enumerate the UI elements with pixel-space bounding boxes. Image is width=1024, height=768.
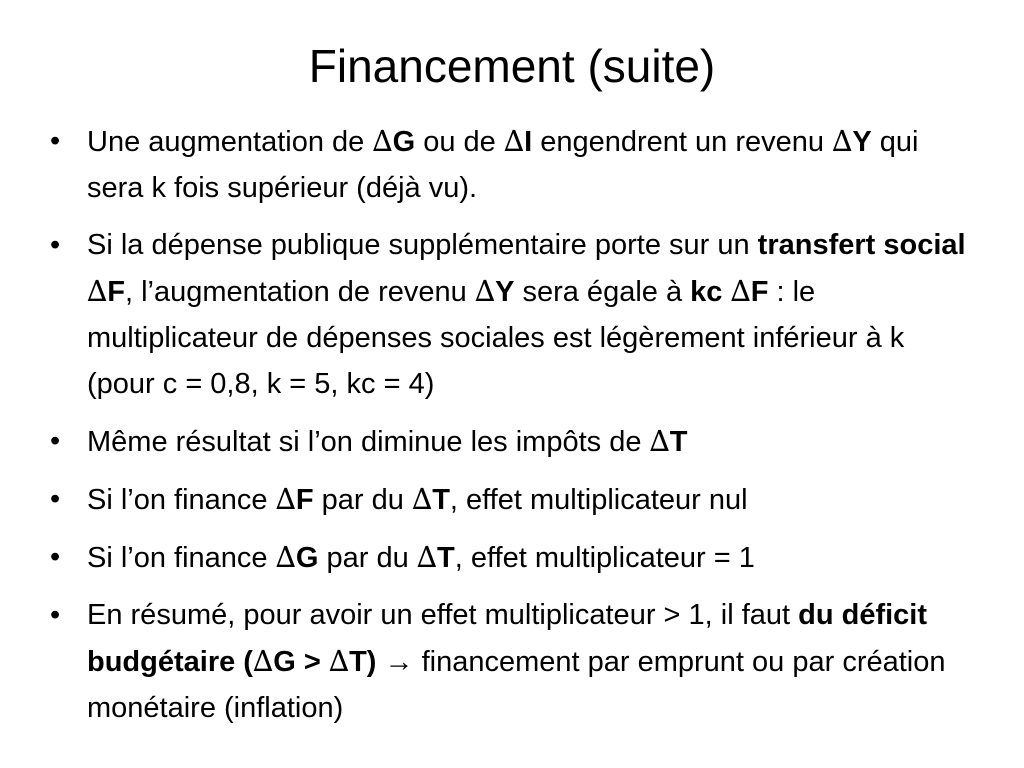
- delta-symbol: ∆: [730, 274, 751, 308]
- bullet-text: Une augmentation de: [87, 126, 373, 158]
- bullet-item: [50, 534, 980, 581]
- bullet-icon: •: [50, 229, 61, 261]
- bullet-text: , l’augmentation de revenu: [124, 276, 475, 308]
- bullet-text: par du: [313, 484, 412, 516]
- delta-symbol: ∆: [275, 482, 296, 516]
- bullet-text: engendrent un revenu: [532, 126, 833, 158]
- bullet-icon: •: [50, 541, 61, 573]
- delta-symbol: ∆: [328, 644, 350, 678]
- bullet-item: [50, 476, 980, 523]
- bullet-item: [50, 418, 980, 465]
- bold-term: G: [295, 542, 319, 574]
- bullet-text: : le multiplicateur de dépenses sociales est légèrement inférieur à k (pour c = 0,8, k = 5, kc = 4): [87, 276, 905, 400]
- delta-symbol: ∆: [503, 124, 525, 158]
- bullet-text: par du: [318, 542, 417, 574]
- bold-term: kc: [690, 276, 731, 308]
- bullet-text: financement par emprunt ou par création monétaire (inflation): [87, 646, 946, 724]
- bold-term: F: [107, 276, 125, 308]
- bold-term: G >: [273, 646, 329, 678]
- bullet-list: [50, 118, 980, 742]
- delta-symbol: ∆: [416, 540, 438, 574]
- bullet-item: [50, 592, 980, 731]
- bullet-item: [50, 222, 980, 407]
- delta-symbol: ∆: [275, 540, 296, 574]
- bullet-text: sera égale à: [514, 276, 691, 308]
- bold-term: G: [392, 126, 416, 158]
- bullet-text: qui sera k fois supérieur (déjà vu).: [87, 126, 919, 204]
- delta-symbol: ∆: [411, 482, 433, 516]
- bullet-item: [50, 118, 980, 211]
- bold-term: I: [524, 126, 533, 158]
- bold-term: T: [669, 426, 688, 458]
- delta-symbol: ∆: [832, 124, 853, 158]
- bullet-text: Si l’on finance: [87, 484, 276, 516]
- delta-symbol: ∆: [372, 124, 393, 158]
- bold-term: transfert social: [757, 229, 966, 261]
- bold-term: T): [349, 646, 377, 678]
- bullet-text: En résumé, pour avoir un effet multiplicateur > 1, il faut: [87, 599, 799, 631]
- bullet-text: , effet multiplicateur nul: [449, 484, 748, 516]
- bullet-text: Même résultat si l’on diminue les impôts de: [87, 426, 650, 458]
- delta-symbol: ∆: [252, 644, 274, 678]
- bold-term: T: [437, 542, 455, 574]
- bullet-icon: •: [50, 483, 61, 515]
- bullet-icon: •: [50, 599, 61, 631]
- bullet-text: , effet multiplicateur = 1: [454, 542, 755, 574]
- arrow-right-icon: →: [384, 646, 414, 678]
- bullet-text: Si la dépense publique supplémentaire porte sur un: [87, 229, 758, 261]
- bullet-text: Si l’on finance: [87, 542, 276, 574]
- slide-title: Financement (suite): [308, 40, 716, 92]
- bold-term: Y: [495, 276, 515, 308]
- bullet-icon: •: [50, 425, 61, 457]
- bold-term: T: [432, 484, 450, 516]
- bold-term: du déficit budgétaire (: [87, 599, 928, 678]
- delta-symbol: ∆: [87, 274, 108, 308]
- bold-term: F: [750, 276, 769, 308]
- bullet-text: ou de: [415, 126, 504, 158]
- bold-term: F: [295, 484, 314, 516]
- bold-term: Y: [852, 126, 872, 158]
- delta-symbol: ∆: [649, 424, 670, 458]
- bullet-icon: •: [50, 125, 61, 157]
- delta-symbol: ∆: [474, 274, 496, 308]
